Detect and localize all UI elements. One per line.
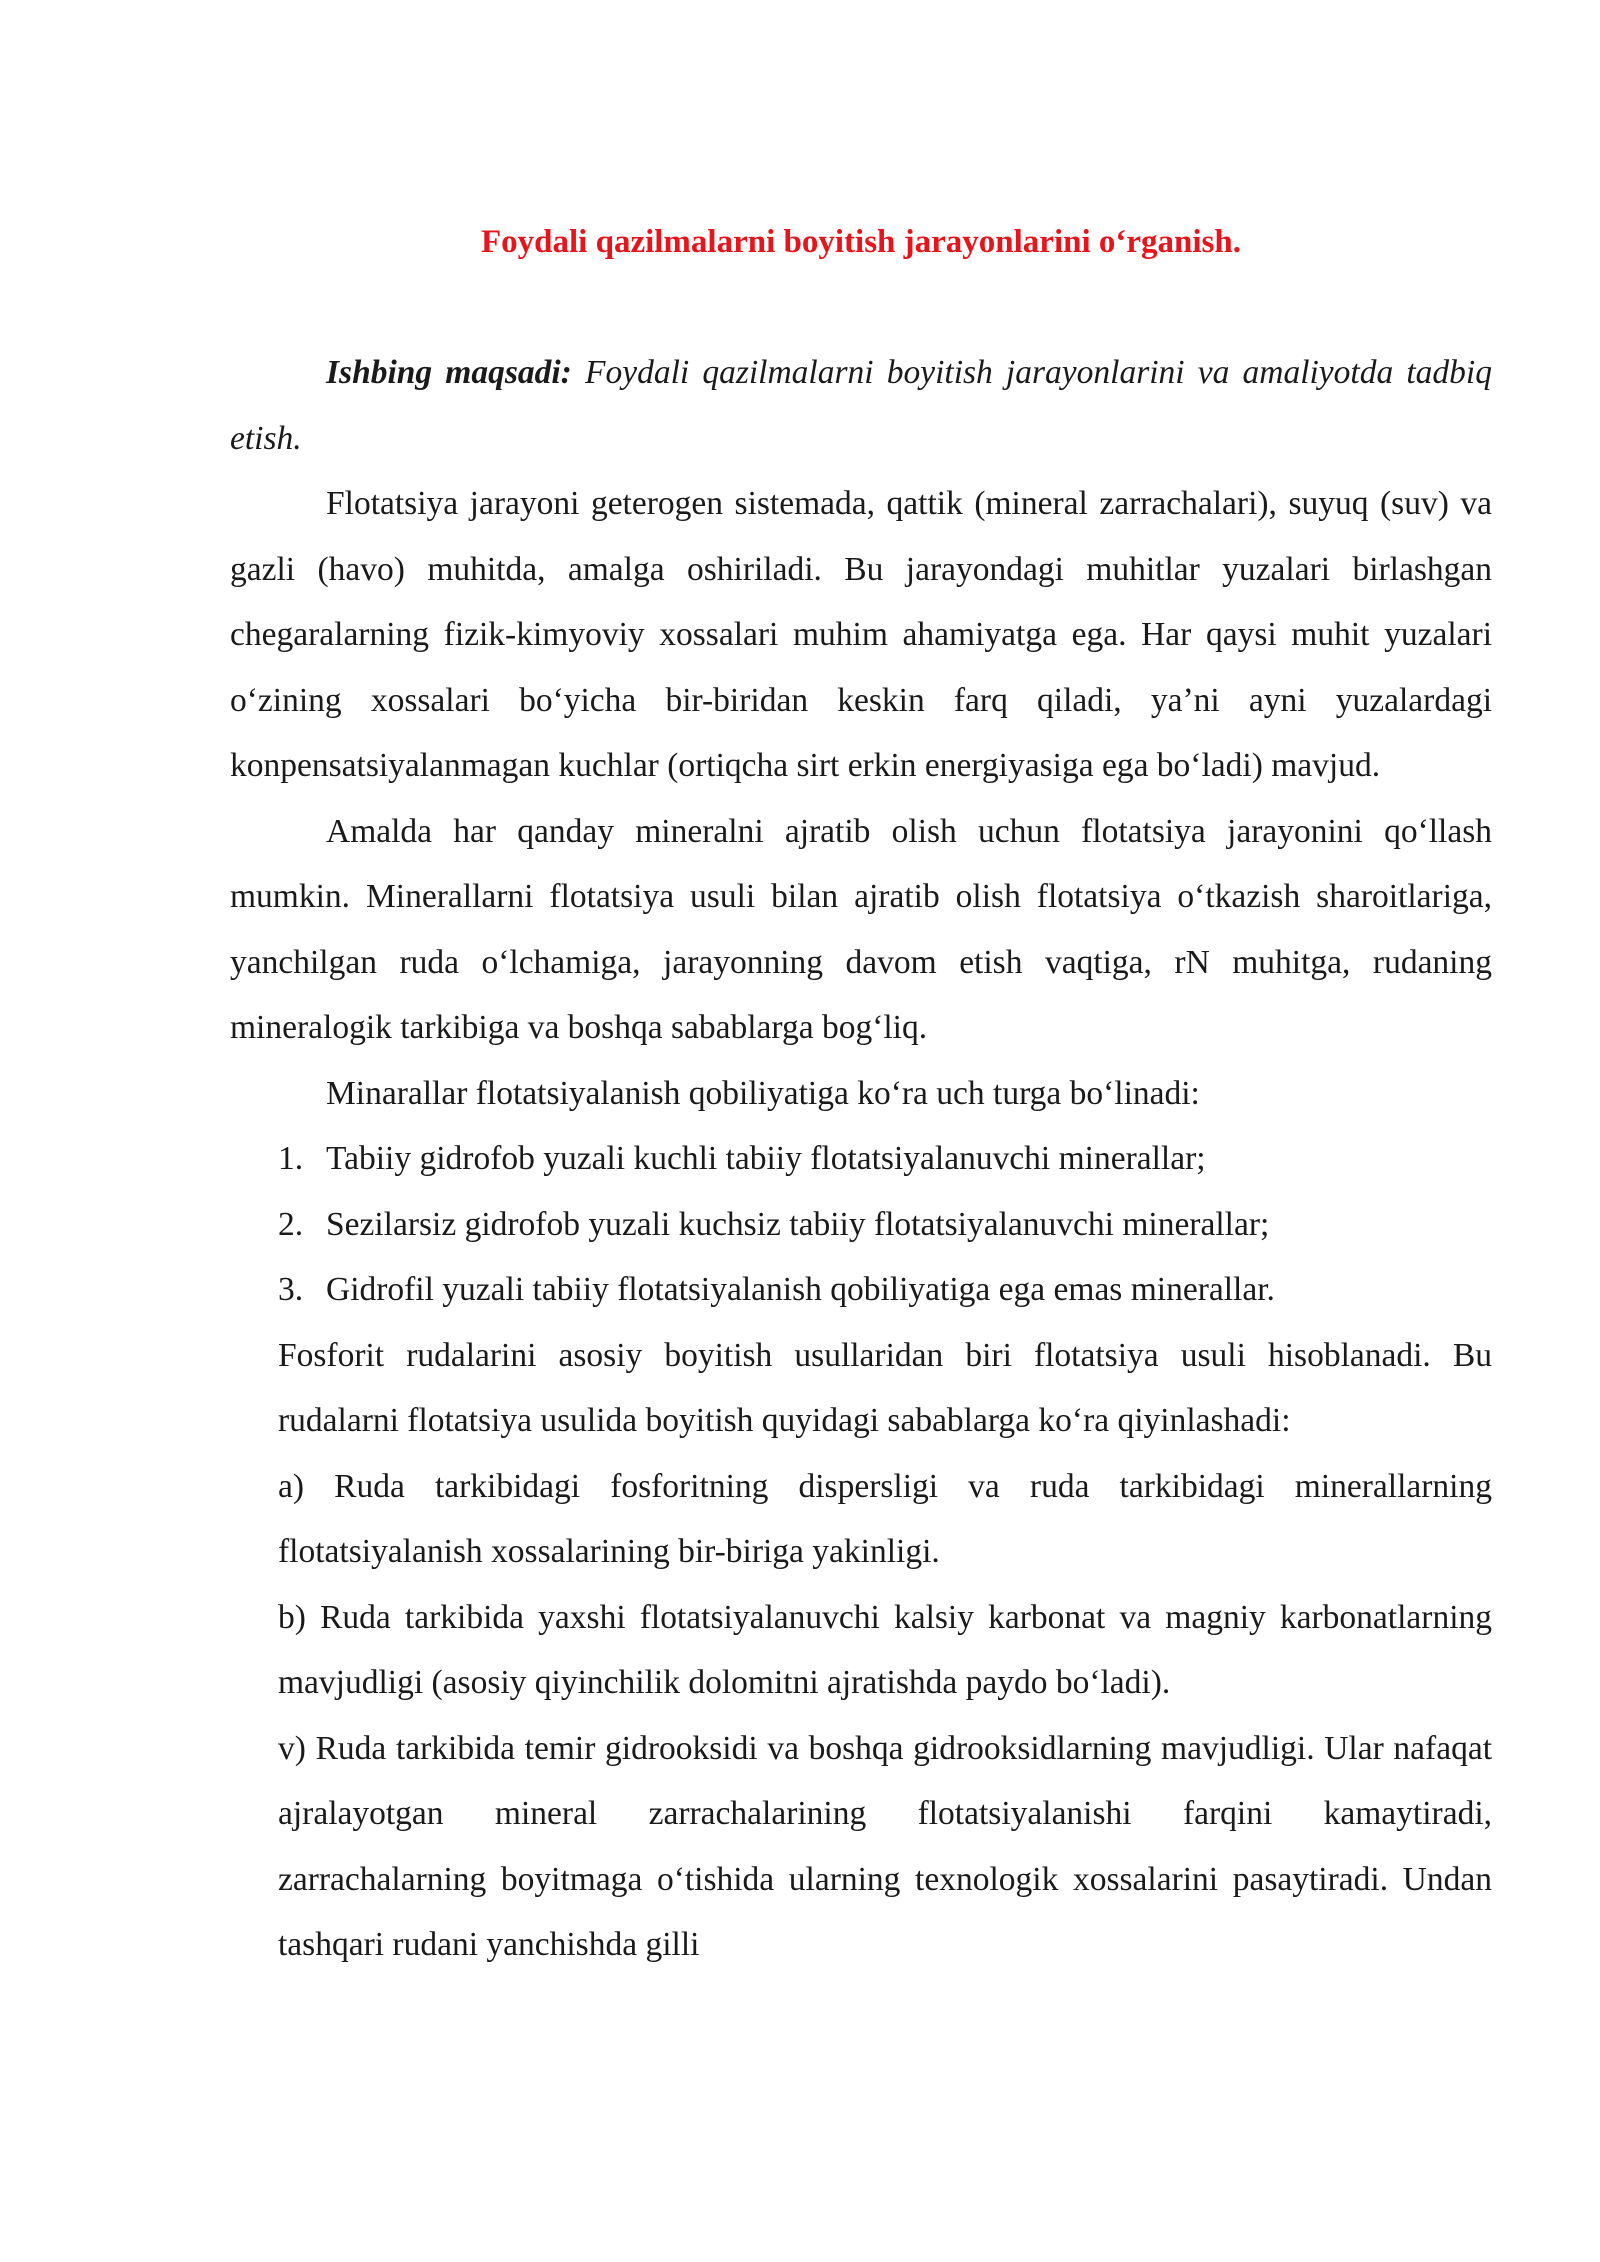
list-item bbox=[278, 1257, 1492, 1323]
list-item-text: Sezilarsiz gidrofob yuzali kuchsiz tabiiy flotatsiyalanuvchi minerallar; bbox=[326, 1205, 1270, 1243]
paragraph-reason-v: v) Ruda tarkibida temir gidrooksidi va boshqa gidrooksidlarning mavjudligi. Ular nafaqat ajralayotgan mineral zarrachalarining flotatsiyalanishi farqini kamaytiradi, zarrachalarning boyitmaga oʻtishida ularning texnologik xossalarini pasaytiradi. Undan tashqari rudani yanchishda gilli bbox=[278, 1729, 1492, 1963]
purpose-text: Foydali qazilmalarni boyitish jarayonlarini va amaliyotda tadbiq etish. bbox=[230, 354, 1492, 457]
paragraph-reason-a: a) Ruda tarkibidagi fosforitning dispersligi va ruda tarkibidagi minerallarning flotatsiyalanish xossalarining bir-biriga yakinligi. bbox=[278, 1467, 1492, 1570]
paragraph-reason-b: b) Ruda tarkibida yaxshi flotatsiyalanuvchi kalsiy karbonat va magniy karbonatlarning mavjudligi (asosiy qiyinchilik dolomitni ajratishda paydo boʻladi). bbox=[278, 1598, 1492, 1701]
paragraph-classes-intro: Minarallar flotatsiyalanish qobiliyatiga koʻra uch turga boʻlinadi: bbox=[326, 1074, 1200, 1112]
mineral-classes-list bbox=[230, 1126, 1492, 1323]
list-item-text: Tabiiy gidrofob yuzali kuchli tabiiy flotatsiyalanuvchi minerallar; bbox=[326, 1140, 1206, 1177]
paragraph-minerals: Amalda har qanday mineralni ajratib olish uchun flotatsiya jarayonini qoʻllash mumkin. Minerallarni flotatsiya usuli bilan ajratib olish flotatsiya oʻtkazish sharoitlariga, yanchilgan ruda oʻlchamiga, jarayonning davom etish vaqtiga, rN muhitga, rudaning mineralogik tarkibiga va boshqa sabablarga bogʻliq. bbox=[230, 812, 1492, 1046]
list-item-number: 1. bbox=[278, 1140, 304, 1177]
list-item bbox=[278, 1126, 1492, 1192]
list-item-number: 2. bbox=[278, 1205, 304, 1243]
paragraph-phosphorite: Fosforit rudalarini asosiy boyitish usullaridan biri flotatsiya usuli hisoblanadi. Bu rudalarni flotatsiya usulida boyitish quyidagi sabablarga koʻra qiyinlashadi: bbox=[278, 1336, 1492, 1439]
document-title: Foydali qazilmalarni boyitish jarayonlarini oʻrganish. bbox=[481, 224, 1241, 260]
purpose-label: Ishbing maqsadi: bbox=[326, 354, 572, 391]
purpose-paragraph bbox=[230, 340, 1492, 471]
document-body bbox=[230, 340, 1492, 1978]
list-item-text: Gidrofil yuzali tabiiy flotatsiyalanish qobiliyatiga ega emas minerallar. bbox=[326, 1271, 1275, 1308]
list-item bbox=[278, 1192, 1492, 1258]
list-item-number: 3. bbox=[278, 1271, 304, 1308]
paragraph-flotation: Flotatsiya jarayoni geterogen sistemada, qattik (mineral zarrachalari), suyuq (suv) va gazli (havo) muhitda, amalga oshiriladi. Bu jarayondagi muhitlar yuzalari birlashgan chegaralarning fizik-kimyoviy xossalari muhim ahamiyatga ega. Har qaysi muhit yuzalari oʻzining xossalari boʻyicha bir-biridan keskin farq qiladi, yaʼni ayni yuzalardagi konpensatsiyalanmagan kuchlar (ortiqcha sirt erkin energiyasiga ega boʻladi) mavjud. bbox=[230, 485, 1492, 784]
